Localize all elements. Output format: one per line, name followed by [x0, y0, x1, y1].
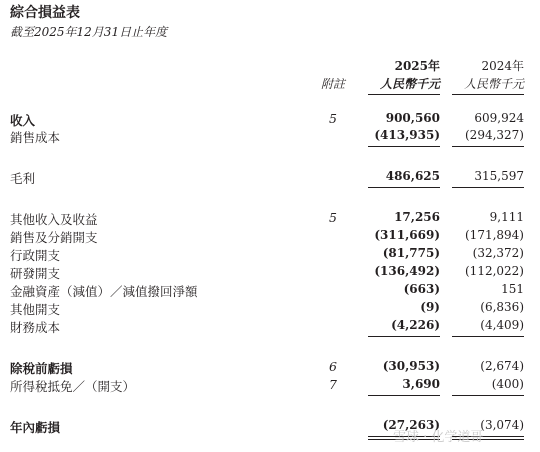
row-value-2024-other-income: 9,111 — [489, 210, 524, 224]
watermark: 雪球 · 化学道哥 — [393, 430, 484, 445]
row-value-2024-income-tax: (400) — [491, 377, 524, 391]
col-2024-year: 2024年 — [481, 59, 524, 73]
row-value-2025-rd-expenses: (136,492) — [374, 264, 440, 278]
row-label-selling-expenses: 銷售及分銷開支 — [10, 230, 98, 245]
row-label-other-income: 其他收入及收益 — [10, 212, 98, 227]
row-value-2025-cost-of-sales: (413,935) — [374, 128, 440, 142]
pretax-rule-2024 — [452, 336, 524, 337]
row-label-rd-expenses: 研發開支 — [10, 266, 61, 281]
header-rule-2024 — [452, 94, 524, 95]
row-label-income-tax: 所得稅抵免／（開支） — [10, 379, 136, 394]
row-value-2025-selling-expenses: (311,669) — [374, 228, 440, 242]
row-value-2024-other-expenses: (6,836) — [480, 300, 524, 314]
row-label-admin-expenses: 行政開支 — [10, 248, 61, 263]
row-value-2025-loss-for-year: (27,263) — [382, 418, 440, 432]
row-label-loss-before-tax: 除稅前虧損 — [10, 361, 73, 376]
net-rule-2024 — [452, 395, 524, 396]
note-column-header: 附註 — [320, 77, 345, 91]
row-value-2024-rd-expenses: (112,022) — [465, 264, 524, 278]
row-note-loss-before-tax: 6 — [329, 359, 337, 374]
row-value-2024-finance-costs: (4,409) — [480, 318, 524, 332]
row-value-2025-impairment: (663) — [403, 282, 440, 296]
row-note-revenue: 5 — [329, 111, 337, 126]
gross-profit-rule-2025 — [368, 187, 440, 188]
row-value-2024-admin-expenses: (32,372) — [472, 246, 524, 260]
statement-title: 綜合損益表 — [10, 5, 80, 21]
row-value-2025-other-income: 17,256 — [394, 210, 440, 224]
row-value-2024-loss-for-year: (3,074) — [480, 418, 524, 432]
row-value-2024-revenue: 609,924 — [474, 111, 524, 125]
pretax-rule-2025 — [368, 336, 440, 337]
row-value-2025-other-expenses: (9) — [420, 300, 440, 314]
row-label-loss-for-year: 年內虧損 — [10, 420, 61, 435]
row-value-2024-loss-before-tax: (2,674) — [480, 359, 524, 373]
subtotal-rule-2024 — [452, 146, 524, 147]
col-2025-year: 2025年 — [394, 59, 440, 73]
row-note-other-income: 5 — [329, 210, 337, 225]
row-value-2025-admin-expenses: (81,775) — [382, 246, 440, 260]
col-2024-unit: 人民幣千元 — [463, 77, 524, 91]
row-label-gross-profit: 毛利 — [10, 171, 36, 186]
row-value-2024-gross-profit: 315,597 — [474, 169, 524, 183]
row-label-revenue: 收入 — [10, 113, 36, 128]
row-note-income-tax: 7 — [329, 377, 337, 392]
header-rule-2025 — [368, 94, 440, 95]
row-label-cost-of-sales: 銷售成本 — [10, 130, 61, 145]
net-rule-2025 — [368, 395, 440, 396]
row-value-2024-selling-expenses: (171,894) — [465, 228, 524, 242]
row-value-2025-income-tax: 3,690 — [402, 377, 440, 391]
row-value-2025-finance-costs: (4,226) — [391, 318, 440, 332]
row-value-2025-revenue: 900,560 — [385, 111, 440, 125]
row-value-2024-cost-of-sales: (294,327) — [465, 128, 524, 142]
row-label-impairment: 金融資產（減值）／減值撥回淨額 — [10, 284, 198, 299]
gross-profit-rule-2024 — [452, 187, 524, 188]
row-label-finance-costs: 財務成本 — [10, 320, 61, 335]
statement-period: 截至2025年12月31日止年度 — [10, 25, 168, 39]
row-value-2025-gross-profit: 486,625 — [385, 169, 440, 183]
row-value-2024-impairment: 151 — [501, 282, 524, 296]
row-value-2025-loss-before-tax: (30,953) — [382, 359, 440, 373]
row-label-other-expenses: 其他開支 — [10, 302, 61, 317]
subtotal-rule-2025 — [368, 146, 440, 147]
col-2025-unit: 人民幣千元 — [379, 77, 440, 91]
